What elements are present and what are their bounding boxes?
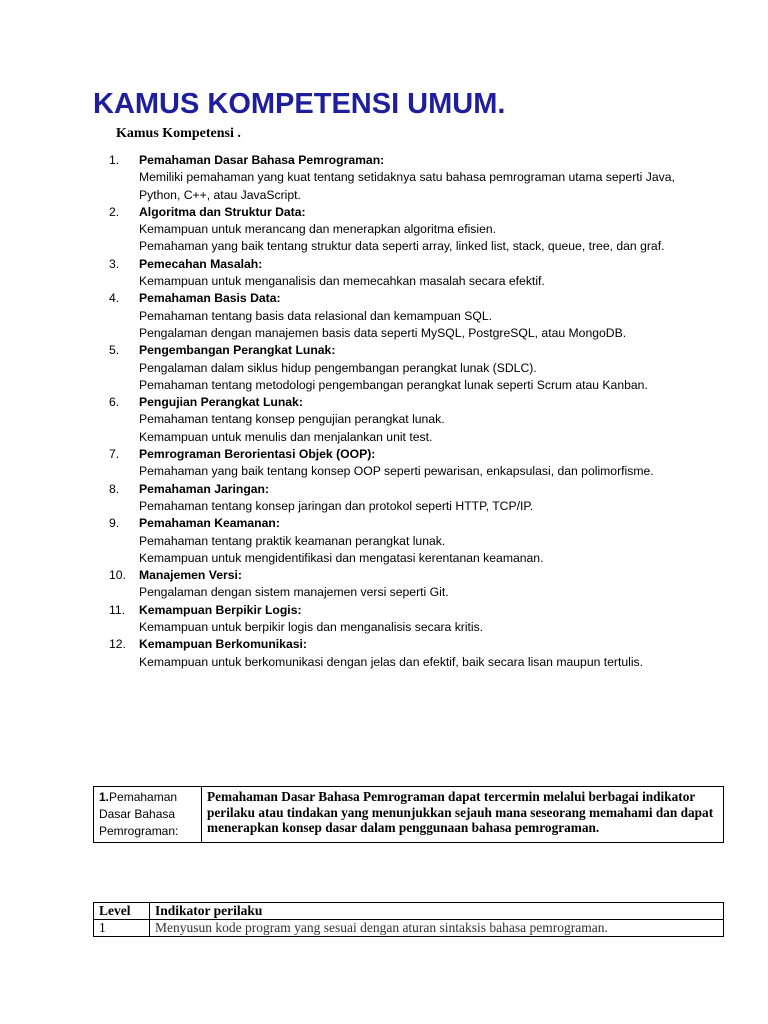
- competency-heading: Pemahaman Jaringan:: [139, 481, 270, 496]
- competency-heading: Pemahaman Basis Data:: [139, 291, 281, 306]
- competency-description: Pemahaman tentang praktik keamanan perangkat lunak.: [139, 533, 446, 548]
- list-item-number: 11.: [109, 602, 126, 617]
- competency-list: [109, 152, 679, 671]
- list-item: [109, 567, 679, 602]
- competency-description: Kemampuan untuk menganalisis dan memecahkan masalah secara efektif.: [139, 274, 545, 289]
- list-item: [109, 481, 679, 516]
- list-item: [109, 446, 679, 481]
- list-item-number: 2.: [109, 204, 120, 219]
- list-item-body: [139, 290, 679, 342]
- competency-description: Kemampuan untuk merancang dan menerapkan algoritma efisien.: [139, 222, 497, 237]
- indicator-cell: Menyusun kode program yang sesuai dengan aturan sintaksis bahasa pemrograman.: [150, 920, 724, 937]
- level-table: [93, 902, 724, 937]
- list-item-body: [139, 567, 679, 602]
- competency-description: Pemahaman tentang konsep jaringan dan protokol seperti HTTP, TCP/IP.: [139, 498, 534, 513]
- competency-description: Pengalaman dengan sistem manajemen versi seperti Git.: [139, 585, 449, 600]
- competency-description: Kemampuan untuk menulis dan menjalankan unit test.: [139, 429, 433, 444]
- competency-description: Pemahaman tentang basis data relasional dan kemampuan SQL.: [139, 308, 492, 323]
- competency-heading: Pemecahan Masalah:: [139, 256, 263, 271]
- list-item: [109, 602, 679, 637]
- competency-heading: Pemrograman Berorientasi Objek (OOP):: [139, 447, 376, 462]
- competency-heading: Manajemen Versi:: [139, 568, 242, 583]
- list-item-number: 7.: [109, 447, 120, 462]
- definition-label-cell: [94, 787, 202, 843]
- list-item: [109, 394, 679, 446]
- list-item-number: 8.: [109, 481, 120, 496]
- competency-description: Pemahaman tentang konsep pengujian perangkat lunak.: [139, 412, 445, 427]
- definition-label-number: 1.: [99, 790, 110, 804]
- list-item-number: 5.: [109, 343, 120, 358]
- table-row: [94, 920, 724, 937]
- list-item-body: [139, 481, 679, 516]
- competency-heading: Pengujian Perangkat Lunak:: [139, 395, 303, 410]
- competency-description: Pemahaman yang baik tentang struktur data seperti array, linked list, stack, queue, tree, dan graf.: [139, 239, 665, 254]
- list-item: [109, 256, 679, 291]
- competency-description: Pengalaman dengan manajemen basis data seperti MySQL, PostgreSQL, atau MongoDB.: [139, 325, 627, 340]
- list-item-body: [139, 342, 679, 394]
- list-item-body: [139, 204, 679, 256]
- competency-heading: Pemahaman Dasar Bahasa Pemrograman:: [139, 153, 385, 167]
- list-item: [109, 152, 679, 204]
- competency-description: Pemahaman tentang metodologi pengembangan perangkat lunak seperti Scrum atau Kanban.: [139, 377, 648, 392]
- page-title: KAMUS KOMPETENSI UMUM.: [93, 88, 506, 120]
- list-item-number: 6.: [109, 395, 120, 410]
- competency-description: Memiliki pemahaman yang kuat tentang setidaknya satu bahasa pemrograman utama seperti Java, Python, C++, atau JavaScript.: [139, 170, 675, 202]
- level-cell: 1: [94, 920, 150, 937]
- page-subtitle: Kamus Kompetensi .: [116, 126, 241, 141]
- list-item-body: [139, 446, 679, 481]
- indicator-column-header: Indikator perilaku: [150, 903, 724, 920]
- list-item-body: [139, 152, 679, 204]
- definition-row: [94, 787, 724, 843]
- list-item-number: 4.: [109, 291, 120, 306]
- list-item-body: [139, 636, 679, 671]
- list-item: [109, 290, 679, 342]
- list-item: [109, 342, 679, 394]
- list-item-body: [139, 602, 679, 637]
- definition-description: Pemahaman Dasar Bahasa Pemrograman dapat tercermin melalui berbagai indikator perilaku atau tindakan yang menunjukkan sejauh mana seseorang memahami dan dapat menerapkan konsep dasar dalam penggunaan bahasa pemrograman.: [202, 787, 724, 843]
- competency-description: Kemampuan untuk mengidentifikasi dan mengatasi kerentanan keamanan.: [139, 550, 544, 565]
- competency-description: Kemampuan untuk berpikir logis dan menganalisis secara kritis.: [139, 620, 484, 635]
- list-item-body: [139, 515, 679, 567]
- list-item-body: [139, 256, 679, 291]
- definition-table: [93, 786, 724, 843]
- list-item: [109, 204, 679, 256]
- list-item: [109, 636, 679, 671]
- level-table-header-row: [94, 903, 724, 920]
- competency-description: Kemampuan untuk berkomunikasi dengan jelas dan efektif, baik secara lisan maupun tertulis.: [139, 654, 644, 669]
- list-item-number: 9.: [109, 516, 120, 531]
- list-item-number: 12.: [109, 637, 126, 652]
- definition-label-text: Pemahaman Dasar Bahasa Pemrograman:: [99, 790, 179, 838]
- competency-heading: Kemampuan Berkomunikasi:: [139, 637, 307, 652]
- competency-heading: Pemahaman Keamanan:: [139, 516, 280, 531]
- competency-heading: Pengembangan Perangkat Lunak:: [139, 343, 336, 358]
- list-item-number: 10.: [109, 568, 126, 583]
- competency-description: Pemahaman yang baik tentang konsep OOP seperti pewarisan, enkapsulasi, dan polimorfisme.: [139, 464, 654, 479]
- competency-heading: Algoritma dan Struktur Data:: [139, 204, 306, 219]
- level-column-header: Level: [94, 903, 150, 920]
- list-item-body: [139, 394, 679, 446]
- list-item-number: 3.: [109, 256, 120, 271]
- competency-description: Pengalaman dalam siklus hidup pengembangan perangkat lunak (SDLC).: [139, 360, 537, 375]
- competency-heading: Kemampuan Berpikir Logis:: [139, 602, 302, 617]
- list-item-number: 1.: [109, 153, 120, 167]
- list-item: [109, 515, 679, 567]
